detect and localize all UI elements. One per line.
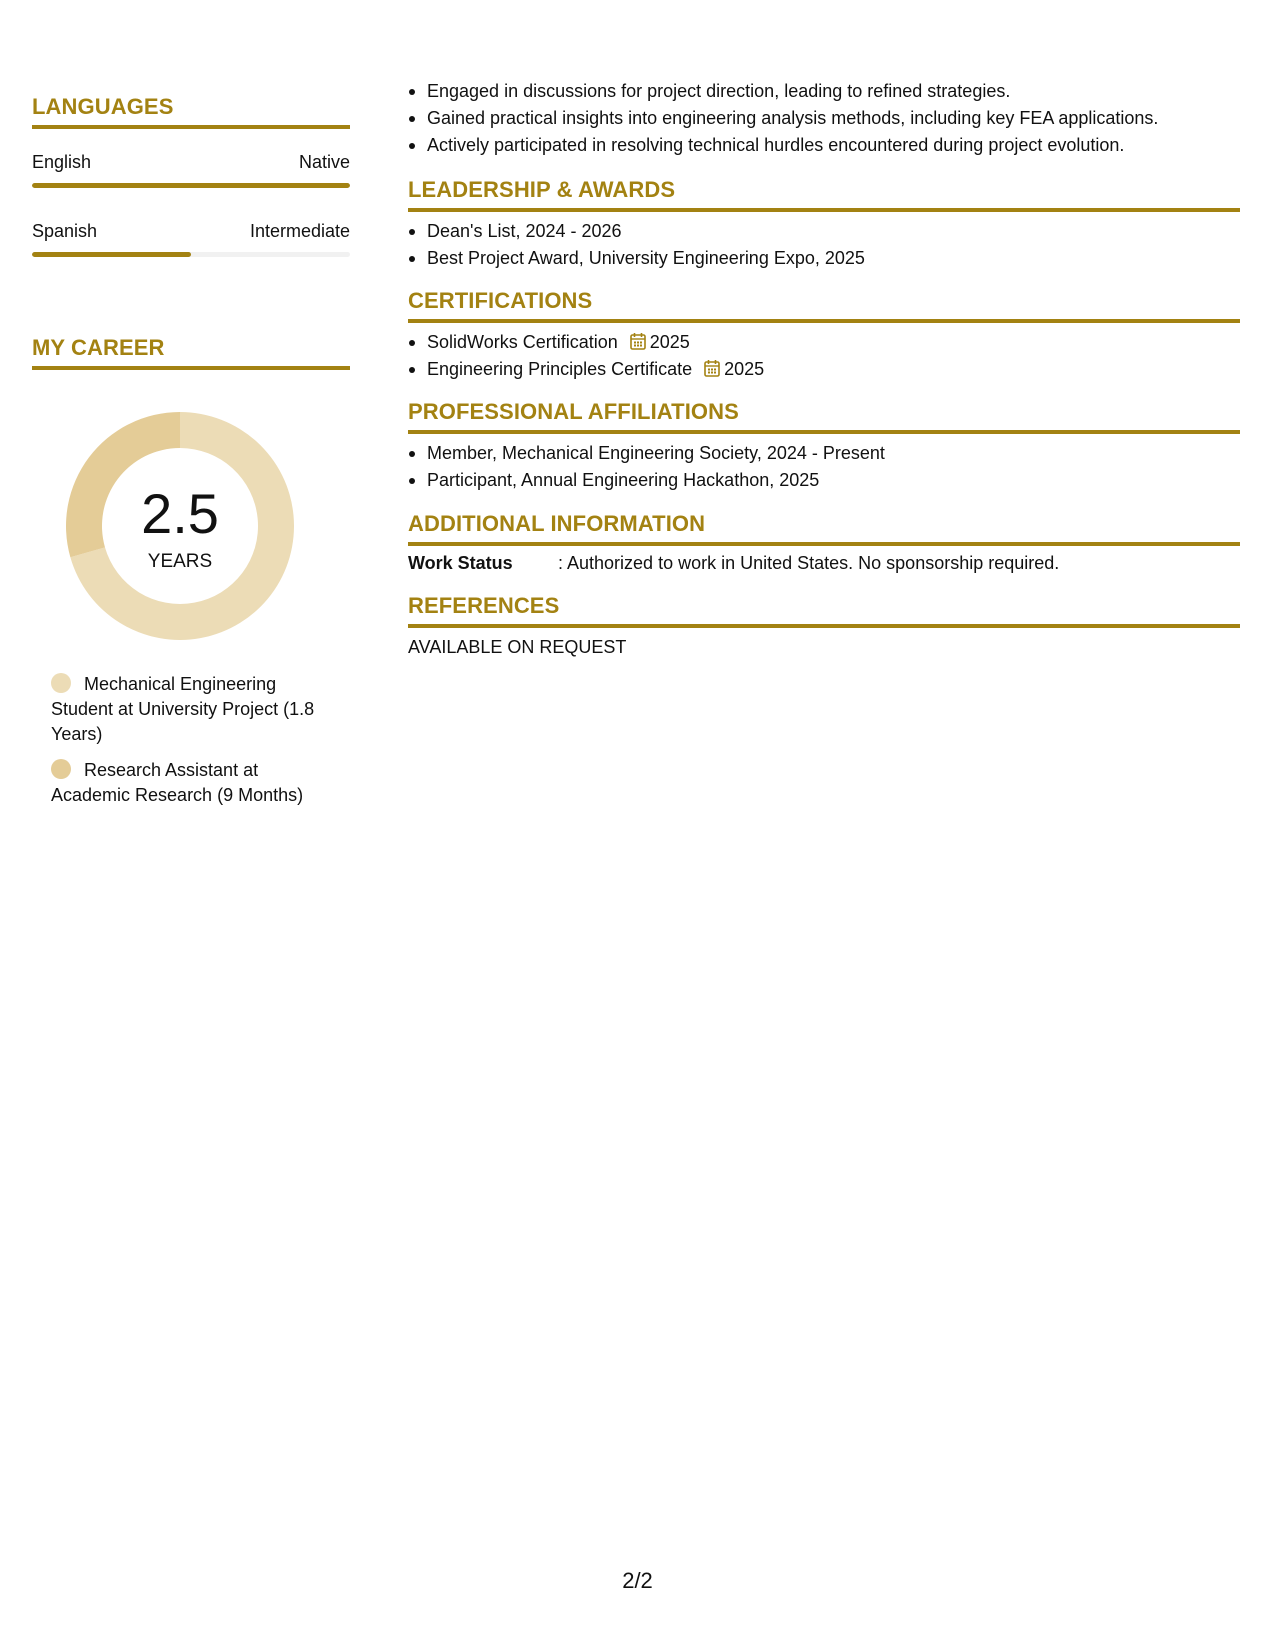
language-bar-english — [32, 183, 350, 188]
career-donut-chart — [66, 412, 294, 640]
experience-bullet-list — [408, 78, 1240, 159]
language-row-english — [32, 152, 350, 173]
leadership-list — [408, 218, 1240, 272]
references-title: REFERENCES — [408, 593, 560, 618]
list-item: Engaged in discussions for project direction, leading to refined strategies. — [408, 78, 1240, 105]
leadership-rule — [408, 208, 1240, 212]
work-status-row — [408, 553, 1240, 574]
affiliations-rule — [408, 430, 1240, 434]
career-title: MY CAREER — [32, 335, 165, 360]
career-legend-item — [51, 672, 341, 747]
language-row-spanish — [32, 221, 350, 242]
list-item: Actively participated in resolving technical hurdles encountered during project evolution. — [408, 132, 1240, 159]
legend-label: Research Assistant at Academic Research (9 Months) — [51, 760, 304, 805]
calendar-icon — [704, 359, 720, 377]
language-bar-fill — [32, 183, 350, 188]
list-item — [408, 329, 1240, 356]
affiliations-list — [408, 440, 1240, 494]
list-item: Member, Mechanical Engineering Society, 2024 - Present — [408, 440, 1240, 467]
language-level: Native — [298, 152, 350, 172]
list-item: Gained practical insights into engineering analysis methods, including key FEA applications. — [408, 105, 1240, 132]
legend-label: Mechanical Engineering Student at University Project (1.8 Years) — [51, 674, 315, 744]
certifications-title: CERTIFICATIONS — [408, 288, 593, 313]
calendar-icon — [630, 332, 646, 350]
list-item: Best Project Award, University Engineering Expo, 2025 — [408, 245, 1240, 272]
work-status-value: : Authorized to work in United States. No sponsorship required. — [558, 553, 1060, 573]
language-bar-fill — [32, 252, 191, 257]
language-name: Spanish — [32, 221, 98, 241]
list-item: Participant, Annual Engineering Hackathon, 2025 — [408, 467, 1240, 494]
page-number: 2/2 — [622, 1568, 653, 1593]
references-rule — [408, 624, 1240, 628]
career-total-value: 2.5 — [141, 482, 219, 545]
career-total-unit: YEARS — [147, 551, 213, 572]
additional-info-title: ADDITIONAL INFORMATION — [408, 511, 706, 536]
work-status-key: Work Status — [408, 553, 513, 573]
language-name: English — [32, 152, 92, 172]
certification-year: 2025 — [649, 332, 690, 352]
legend-dot — [51, 673, 71, 693]
certification-name: Engineering Principles Certificate — [427, 359, 693, 379]
language-level: Intermediate — [249, 221, 350, 241]
career-legend-item — [51, 758, 341, 808]
additional-info-rule — [408, 542, 1240, 546]
list-item: Dean's List, 2024 - 2026 — [408, 218, 1240, 245]
references-text: AVAILABLE ON REQUEST — [408, 637, 627, 657]
list-item — [408, 356, 1240, 383]
certifications-rule — [408, 319, 1240, 323]
certification-year: 2025 — [724, 359, 765, 379]
career-rule — [32, 366, 350, 370]
certification-name: SolidWorks Certification — [427, 332, 618, 352]
language-bar-spanish — [32, 252, 350, 257]
languages-rule — [32, 125, 350, 129]
affiliations-title: PROFESSIONAL AFFILIATIONS — [408, 399, 739, 424]
certifications-list — [408, 329, 1240, 383]
legend-dot — [51, 759, 71, 779]
languages-title: LANGUAGES — [32, 94, 174, 119]
leadership-title: LEADERSHIP & AWARDS — [408, 177, 676, 202]
